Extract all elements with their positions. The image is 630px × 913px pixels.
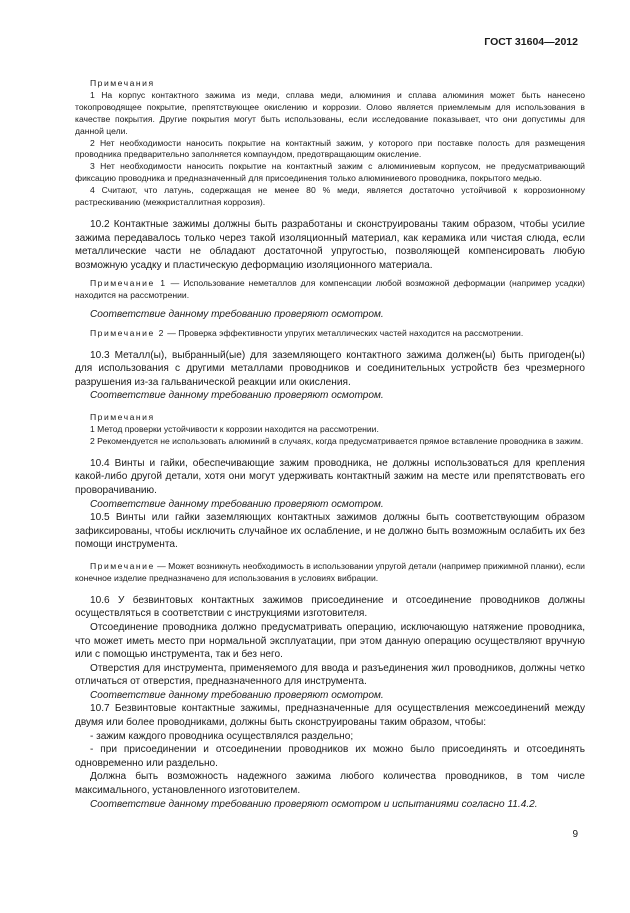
notes-block-2 [75, 412, 585, 448]
notes-block-1 [75, 78, 585, 209]
note-item: 4 Считают, что латунь, содержащая не менее 80 % меди, является достаточно устойчивой к коррозионному растрескиванию (межкристаллитная коррозия). [75, 185, 585, 208]
note-item: 2 Рекомендуется не использовать алюминий в случаях, когда предусматривается прямое вставление проводника в зажим. [90, 435, 584, 446]
note-item: 3 Нет необходимости наносить покрытие на контактный зажим с алюминиевым корпусом, не предусматривающий фиксацию проводника и предназначенный для присоединения только алюминиевого проводника, покрытого медью. [75, 161, 585, 184]
note-text: — Проверка эффективности упругих металлических частей находится на рассмотрении. [164, 327, 524, 338]
compliance-check: Соответствие данному требованию проверяют осмотром. [90, 689, 384, 701]
note-text: — Использование неметаллов для компенсации любой возможной деформации (например усадки) находится на рассмотрении. [75, 278, 585, 301]
note-item: 2 Нет необходимости наносить покрытие на контактный зажим, у которого при поставке полость для размещения проводника предварительно заполняется компаундом, предотвращающим окисление. [75, 137, 585, 160]
compliance-check: Соответствие данному требованию проверяют осмотром. [90, 498, 384, 510]
clause-10-4: 10.4 Винты и гайки, обеспечивающие зажим проводника, не должны использоваться для крепления какой-либо другой детали, хотя они могут удерживать контактный зажим на месте или препятствовать его проворачиванию. [75, 457, 585, 496]
page-header: ГОСТ 31604—2012 [484, 36, 578, 48]
note-10-2-1 [75, 278, 585, 302]
note-item: 1 Метод проверки устойчивости к коррозии находится на рассмотрении. [90, 423, 379, 434]
note-label: Примечание 2 [90, 327, 165, 338]
clause-10-6: 10.6 У безвинтовых контактных зажимов присоединение и отсоединение проводников должны осуществляться в соответствии с инструкциями изготовителя. [75, 594, 585, 620]
note-10-2-2 [75, 328, 585, 340]
note-10-5 [75, 561, 585, 585]
notes-title: Примечания [90, 412, 155, 423]
note-label: Примечание [90, 560, 155, 571]
clause-10-6-para: Отверстия для инструмента, применяемого для ввода и разъединения жил проводников, должны четко отличаться от отверстия, предназначенного для инструмента. [75, 662, 585, 688]
compliance-check: Соответствие данному требованию проверяют осмотром. [90, 390, 384, 402]
compliance-check: Соответствие данному требованию проверяют осмотром и испытаниями согласно 11.4.2. [90, 798, 538, 810]
note-item: 1 На корпус контактного зажима из меди, сплава меди, алюминия и сплава алюминия может быть нанесено токопроводящее покрытие, препятствующее окислению и коррозии. Олово является приемлемым для использования в качестве покрытия. Другие покрытия могут быть использованы, если исследование показывает, что они допустимы для данной цели. [75, 89, 585, 136]
clause-10-5: 10.5 Винты или гайки заземляющих контактных зажимов должны быть соответствующим образом зафиксированы, чтобы исключить случайное их ослабление, и не должно быть возможным ослабить их без помощи инструмента. [75, 512, 585, 551]
clause-10-2: 10.2 Контактные зажимы должны быть разработаны и сконструированы таким образом, чтобы усилие зажима передавалось только через такой изоляционный материал, как керамика или чистая слюда, если металлические части не обладают достаточной упругостью, позволяющей компенсировать любую возможную усадку и пластическую деформацию изоляционного материала. [75, 218, 585, 271]
clause-10-7-para: Должна быть возможность надежного зажима любого количества проводников, в том числе максимального, установленного изготовителем. [75, 771, 585, 797]
note-text: — Может возникнуть необходимость в использовании упругой детали (например прижимной планки), если конечное изделие предназначено для использования в условиях вибрации. [75, 560, 585, 583]
list-item: - при присоединении и отсоединении проводников их можно было присоединять и отсоединять одновременно или раздельно. [75, 744, 585, 769]
document-body [75, 78, 585, 811]
compliance-check: Соответствие данному требованию проверяют осмотром. [90, 309, 384, 321]
note-label: Примечание 1 [90, 278, 167, 289]
page-number: 9 [572, 829, 578, 840]
notes-title: Примечания [90, 78, 155, 88]
list-item: - зажим каждого проводника осуществлялся раздельно; [90, 730, 354, 742]
clause-10-7: 10.7 Безвинтовые контактные зажимы, предназначенные для осуществления межсоединений между двумя или более проводниками, должны быть сконструированы таким образом, чтобы: [75, 703, 585, 729]
clause-10-3: 10.3 Металл(ы), выбранный(ые) для заземляющего контактного зажима должен(ы) быть пригоден(ы) для использования с другими металлами проводников и соединительных устройств без чрезмерного разрушения из-за гальванической реакции или окисления. [75, 349, 585, 388]
clause-10-6-para: Отсоединение проводника должно предусматривать операцию, исключающую натяжение проводника, что может иметь место при нормальной эксплуатации, при этом данную операцию осуществляют вручную или с помощью инструмента, так и без него. [75, 621, 585, 661]
